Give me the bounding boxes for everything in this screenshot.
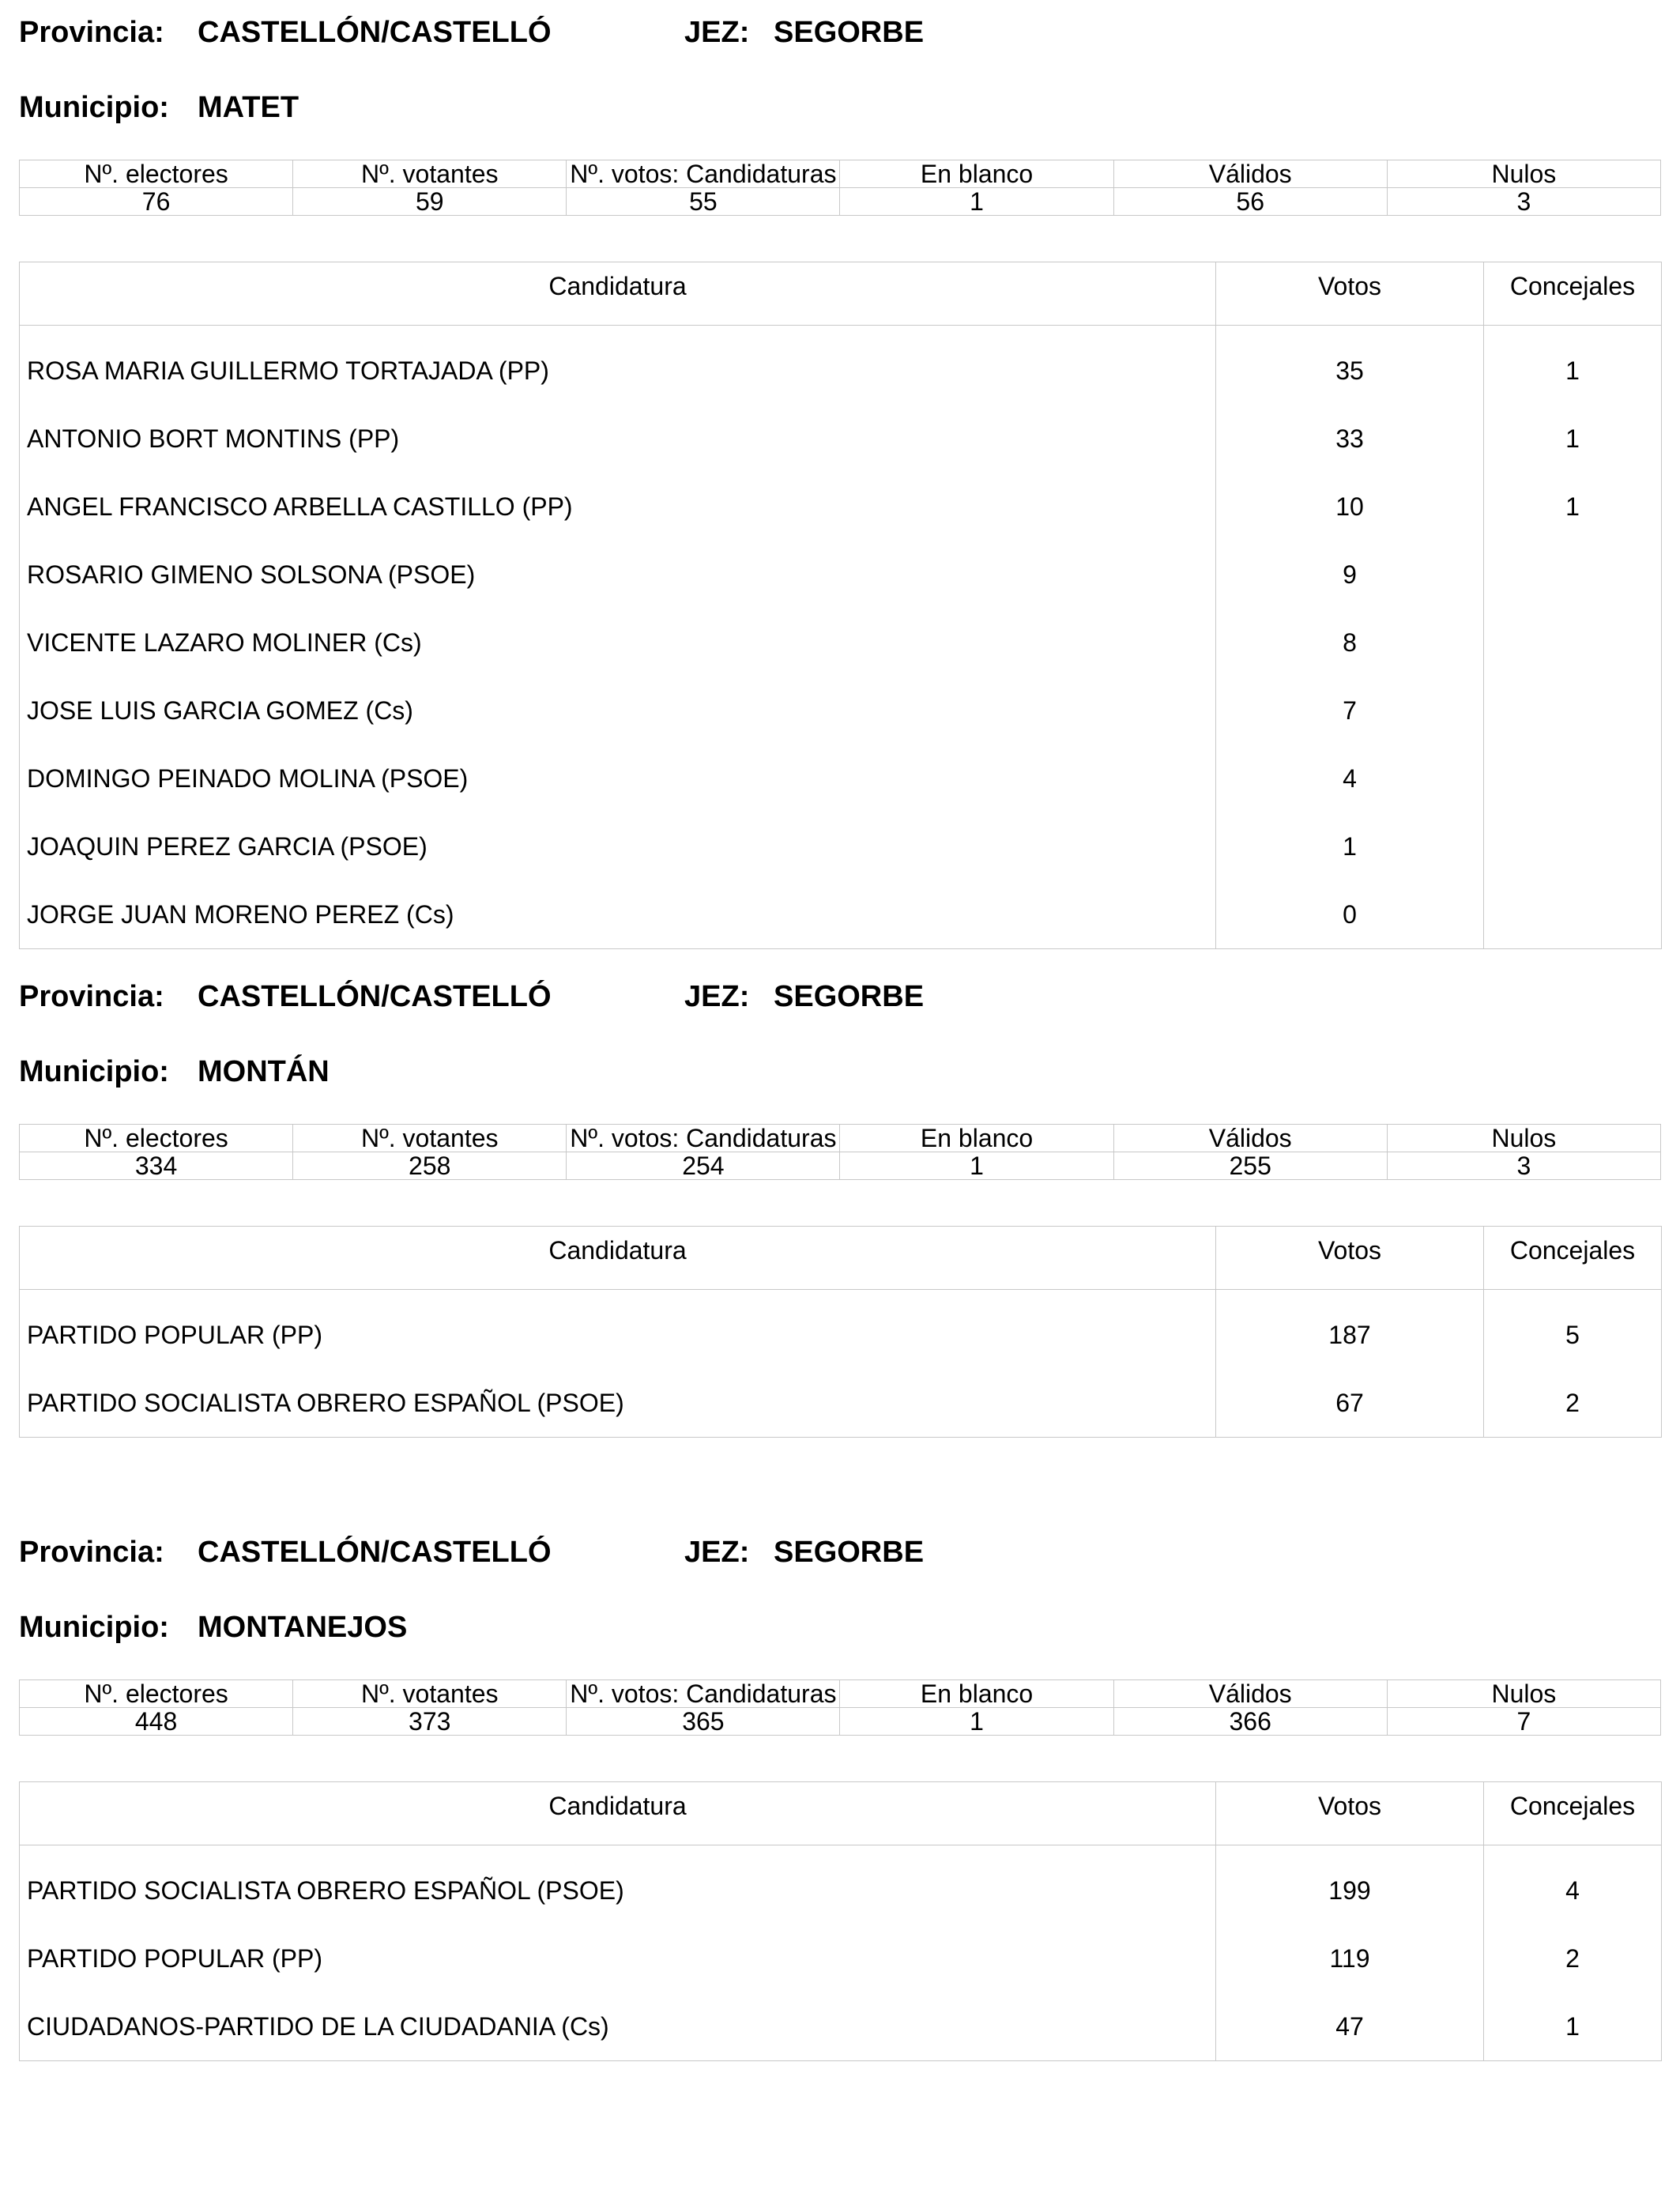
jez-label: JEZ: <box>684 980 750 1013</box>
stats-value: 365 <box>567 1708 840 1736</box>
col-candidatura-header: Candidatura <box>20 1227 1216 1290</box>
provincia-label: Provincia: <box>19 16 164 49</box>
stats-value: 7 <box>1387 1708 1660 1736</box>
candidatura-name: ROSARIO GIMENO SOLSONA (PSOE) <box>20 541 1216 609</box>
candidatura-name: VICENTE LAZARO MOLINER (Cs) <box>20 609 1216 677</box>
stats-value: 55 <box>567 188 840 216</box>
votos-value: 33 <box>1216 405 1484 473</box>
table-row <box>20 541 1662 609</box>
provincia-label: Provincia: <box>19 980 164 1013</box>
stats-table <box>19 160 1661 216</box>
stats-header: Válidos <box>1113 1125 1387 1152</box>
jez-value: SEGORBE <box>774 16 925 49</box>
candidatura-name: JOAQUIN PEREZ GARCIA (PSOE) <box>20 812 1216 880</box>
votos-value: 8 <box>1216 609 1484 677</box>
stats-value: 255 <box>1113 1152 1387 1180</box>
stats-value: 373 <box>293 1708 567 1736</box>
municipio-label: Municipio: <box>19 1055 169 1088</box>
stats-header: Nº. electores <box>20 160 293 188</box>
table-row <box>20 812 1662 880</box>
provincia-value: CASTELLÓN/CASTELLÓ <box>198 1536 552 1569</box>
votos-value: 7 <box>1216 677 1484 745</box>
municipio-label: Municipio: <box>19 1611 169 1644</box>
candidatura-header-row <box>20 1227 1662 1290</box>
table-row <box>20 473 1662 541</box>
candidatura-name: PARTIDO SOCIALISTA OBRERO ESPAÑOL (PSOE) <box>20 1845 1216 1925</box>
table-row <box>20 405 1662 473</box>
concejales-value: 2 <box>1484 1924 1662 1992</box>
candidatura-table <box>19 1226 1662 1438</box>
jez-label: JEZ: <box>684 16 750 49</box>
stats-value: 1 <box>840 1152 1113 1180</box>
stats-value-row <box>20 1152 1661 1180</box>
candidatura-name: ROSA MARIA GUILLERMO TORTAJADA (PP) <box>20 326 1216 405</box>
votos-value: 187 <box>1216 1290 1484 1370</box>
municipio-value: MONTÁN <box>198 1055 330 1088</box>
candidatura-name: JORGE JUAN MORENO PEREZ (Cs) <box>20 880 1216 949</box>
stats-header: En blanco <box>840 160 1113 188</box>
table-row <box>20 326 1662 405</box>
stats-value: 1 <box>840 1708 1113 1736</box>
stats-table <box>19 1679 1661 1736</box>
candidatura-header-row <box>20 262 1662 326</box>
stats-value: 56 <box>1113 188 1387 216</box>
votos-value: 35 <box>1216 326 1484 405</box>
candidatura-name: ANTONIO BORT MONTINS (PP) <box>20 405 1216 473</box>
stats-header: Nº. votantes <box>293 160 567 188</box>
table-row <box>20 1845 1662 1925</box>
candidatura-name: PARTIDO SOCIALISTA OBRERO ESPAÑOL (PSOE) <box>20 1369 1216 1438</box>
stats-header: Nº. votantes <box>293 1680 567 1708</box>
stats-header: Nº. votos: Candidaturas <box>567 1680 840 1708</box>
municipio-value: MONTANEJOS <box>198 1611 408 1644</box>
concejales-value: 1 <box>1484 1992 1662 2061</box>
stats-header: Nº. electores <box>20 1680 293 1708</box>
table-row <box>20 1290 1662 1370</box>
stats-value: 3 <box>1387 188 1660 216</box>
table-row <box>20 1369 1662 1438</box>
concejales-value: 4 <box>1484 1845 1662 1925</box>
candidatura-table <box>19 1781 1662 2061</box>
stats-value: 334 <box>20 1152 293 1180</box>
votos-value: 47 <box>1216 1992 1484 2061</box>
col-concejales-header: Concejales <box>1484 262 1662 326</box>
col-votos-header: Votos <box>1216 1227 1484 1290</box>
candidatura-name: PARTIDO POPULAR (PP) <box>20 1290 1216 1370</box>
stats-value: 1 <box>840 188 1113 216</box>
concejales-value: 1 <box>1484 473 1662 541</box>
stats-table <box>19 1124 1661 1180</box>
candidatura-name: DOMINGO PEINADO MOLINA (PSOE) <box>20 745 1216 812</box>
stats-value: 3 <box>1387 1152 1660 1180</box>
stats-value: 448 <box>20 1708 293 1736</box>
col-candidatura-header: Candidatura <box>20 262 1216 326</box>
stats-value-row <box>20 188 1661 216</box>
stats-header: Nº. votos: Candidaturas <box>567 1125 840 1152</box>
concejales-value <box>1484 677 1662 745</box>
jez-label: JEZ: <box>684 1536 750 1569</box>
stats-header-row <box>20 1680 1661 1708</box>
votos-value: 9 <box>1216 541 1484 609</box>
stats-header: Nulos <box>1387 160 1660 188</box>
candidatura-name: PARTIDO POPULAR (PP) <box>20 1924 1216 1992</box>
votos-value: 10 <box>1216 473 1484 541</box>
table-row <box>20 609 1662 677</box>
concejales-value <box>1484 609 1662 677</box>
candidatura-name: JOSE LUIS GARCIA GOMEZ (Cs) <box>20 677 1216 745</box>
concejales-value: 2 <box>1484 1369 1662 1438</box>
stats-value: 76 <box>20 188 293 216</box>
votos-value: 4 <box>1216 745 1484 812</box>
candidatura-name: CIUDADANOS-PARTIDO DE LA CIUDADANIA (Cs) <box>20 1992 1216 2061</box>
stats-value-row <box>20 1708 1661 1736</box>
concejales-value <box>1484 745 1662 812</box>
stats-header: Nulos <box>1387 1125 1660 1152</box>
table-row <box>20 745 1662 812</box>
votos-value: 1 <box>1216 812 1484 880</box>
votos-value: 119 <box>1216 1924 1484 1992</box>
concejales-value <box>1484 880 1662 949</box>
stats-header: Válidos <box>1113 160 1387 188</box>
table-row <box>20 677 1662 745</box>
stats-header: En blanco <box>840 1125 1113 1152</box>
col-votos-header: Votos <box>1216 1782 1484 1845</box>
table-row <box>20 1924 1662 1992</box>
provincia-value: CASTELLÓN/CASTELLÓ <box>198 980 552 1013</box>
concejales-value <box>1484 812 1662 880</box>
col-concejales-header: Concejales <box>1484 1227 1662 1290</box>
col-votos-header: Votos <box>1216 262 1484 326</box>
candidatura-name: ANGEL FRANCISCO ARBELLA CASTILLO (PP) <box>20 473 1216 541</box>
stats-header-row <box>20 1125 1661 1152</box>
concejales-value: 1 <box>1484 405 1662 473</box>
stats-header: Nº. electores <box>20 1125 293 1152</box>
table-row <box>20 880 1662 949</box>
municipio-label: Municipio: <box>19 91 169 124</box>
concejales-value: 1 <box>1484 326 1662 405</box>
col-candidatura-header: Candidatura <box>20 1782 1216 1845</box>
stats-header: Nº. votantes <box>293 1125 567 1152</box>
stats-value: 254 <box>567 1152 840 1180</box>
col-concejales-header: Concejales <box>1484 1782 1662 1845</box>
provincia-label: Provincia: <box>19 1536 164 1569</box>
stats-value: 59 <box>293 188 567 216</box>
jez-value: SEGORBE <box>774 1536 925 1569</box>
stats-header-row <box>20 160 1661 188</box>
votos-value: 67 <box>1216 1369 1484 1438</box>
table-row <box>20 1992 1662 2061</box>
candidatura-header-row <box>20 1782 1662 1845</box>
stats-header: Nulos <box>1387 1680 1660 1708</box>
concejales-value <box>1484 541 1662 609</box>
votos-value: 0 <box>1216 880 1484 949</box>
jez-value: SEGORBE <box>774 980 925 1013</box>
concejales-value: 5 <box>1484 1290 1662 1370</box>
stats-header: En blanco <box>840 1680 1113 1708</box>
stats-header: Nº. votos: Candidaturas <box>567 160 840 188</box>
stats-value: 366 <box>1113 1708 1387 1736</box>
municipio-value: MATET <box>198 91 299 124</box>
stats-header: Válidos <box>1113 1680 1387 1708</box>
stats-value: 258 <box>293 1152 567 1180</box>
provincia-value: CASTELLÓN/CASTELLÓ <box>198 16 552 49</box>
votos-value: 199 <box>1216 1845 1484 1925</box>
candidatura-table <box>19 262 1662 949</box>
